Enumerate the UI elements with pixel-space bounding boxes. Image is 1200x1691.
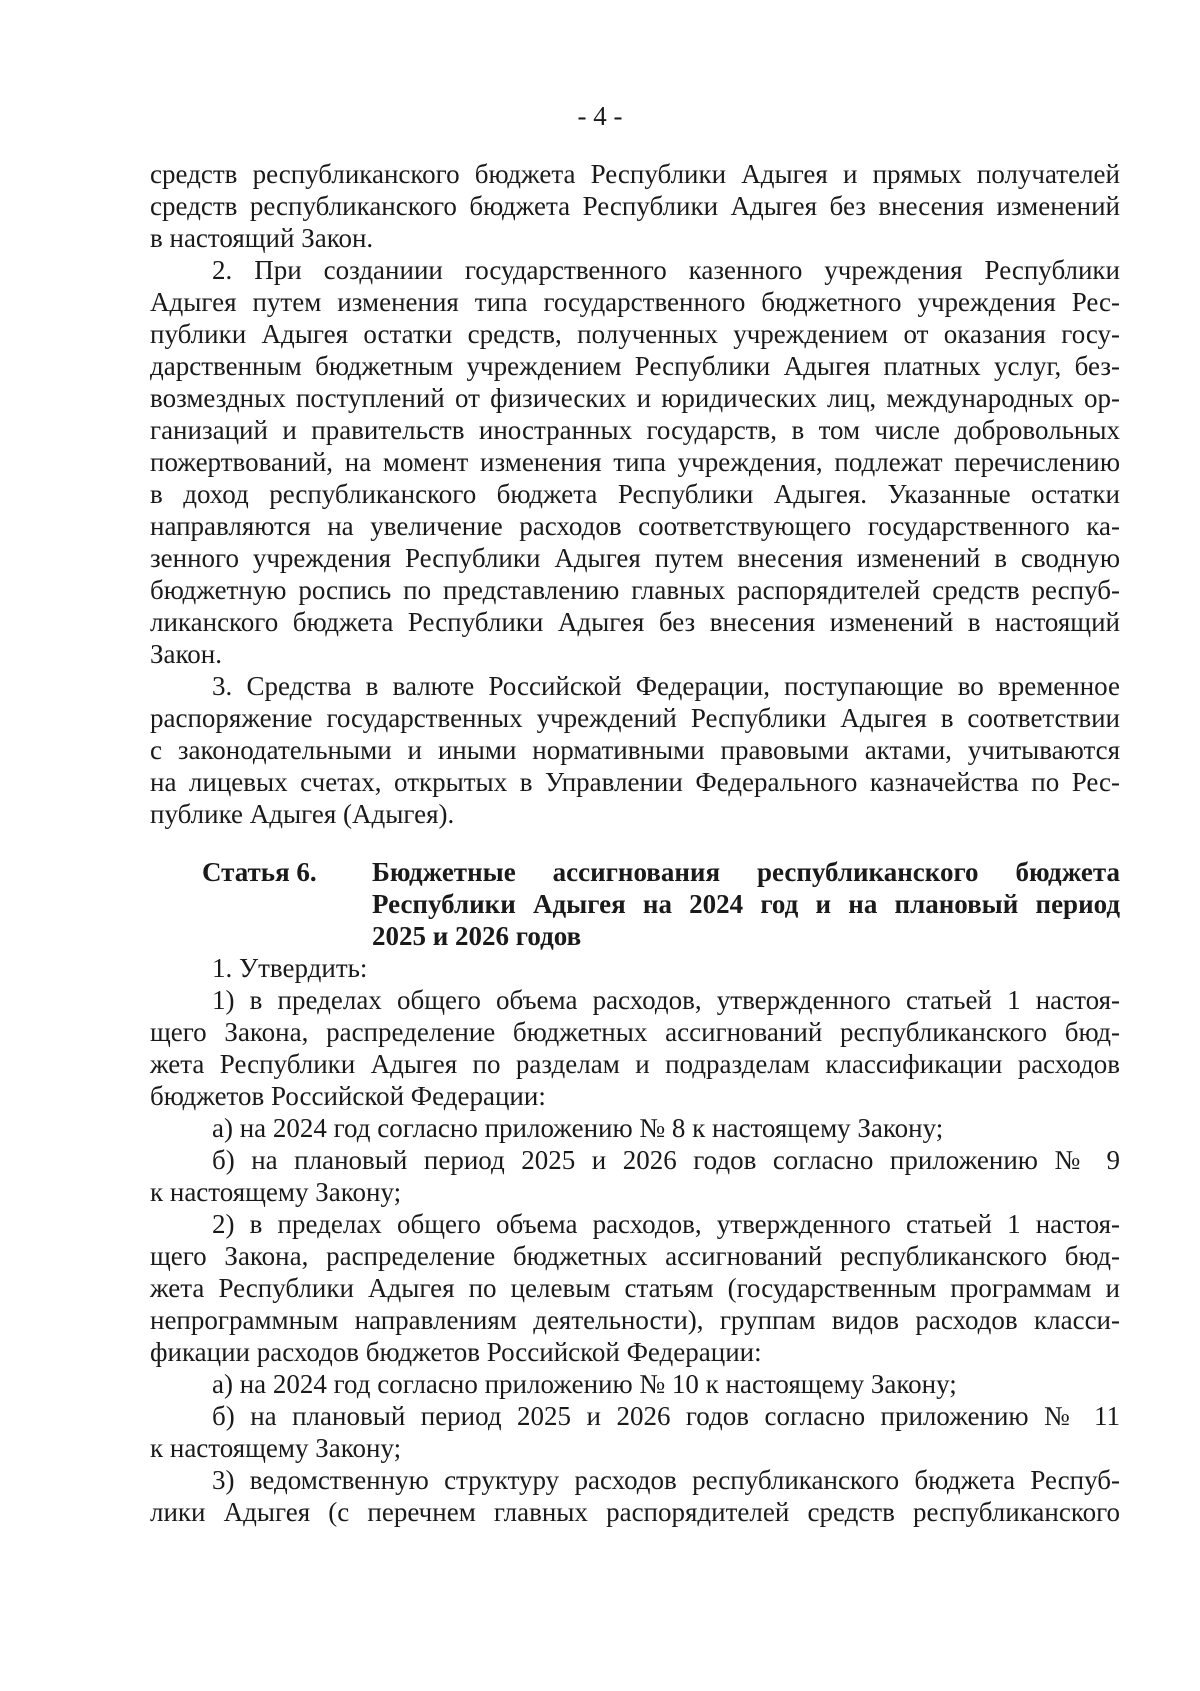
text-line: ганизаций и правительств иностранных государств, в том числе добровольных — [150, 415, 1120, 445]
article-label: Статья 6. — [202, 857, 317, 887]
text-line: непрограммным направлениям деятельности), группам видов расходов класси- — [150, 1305, 1120, 1335]
subitem-2 — [150, 1208, 1120, 1368]
text-line: Адыгея путем изменения типа государственного бюджетного учреждения Рес- — [150, 287, 1120, 317]
subitem-1 — [150, 984, 1120, 1112]
subitem-1b — [150, 1144, 1120, 1208]
subitem-3 — [150, 1464, 1120, 1528]
text-line: бюджетов Российской Федерации: — [150, 1081, 546, 1111]
text-line: направляются на увеличение расходов соответствующего государственного ка- — [150, 511, 1120, 541]
text-line: публики Адыгея остатки средств, полученных учреждением от оказания госу- — [150, 319, 1120, 349]
text-line: зенного учреждения Республики Адыгея путем внесения изменений в сводную — [150, 543, 1120, 573]
text-line: к настоящему Закону; — [150, 1177, 402, 1207]
text-line: ликанского бюджета Республики Адыгея без внесения изменений в настоящий — [150, 607, 1120, 637]
text-line: лики Адыгея (с перечнем главных распорядителей средств республиканского — [150, 1497, 1120, 1527]
subitem-1a: а) на 2024 год согласно приложению № 8 к настоящему Закону; — [212, 1113, 944, 1143]
text-line: щего Закона, распределение бюджетных ассигнований республиканского бюд- — [150, 1241, 1120, 1271]
text-line: к настоящему Закону; — [150, 1433, 402, 1463]
text-line: 2. При созданиии государственного казенного учреждения Республики — [212, 255, 1120, 285]
paragraph-item-3 — [150, 670, 1120, 830]
text-line: возмездных поступлений от физических и юридических лиц, международных ор- — [150, 383, 1120, 413]
text-line: 2) в пределах общего объема расходов, утвержденного статьей 1 настоя- — [212, 1209, 1120, 1239]
text-line: с законодательными и иными нормативными правовыми актами, учитываются — [150, 735, 1120, 765]
text-line: распоряжение государственных учреждений Республики Адыгея в соответствии — [150, 703, 1120, 733]
page-number: - 4 - — [577, 101, 623, 131]
text-line: публике Адыгея (Адыгея). — [150, 799, 455, 829]
spacer — [150, 830, 1120, 856]
text-line: 3) ведомственную структуру расходов республиканского бюджета Респуб- — [212, 1465, 1120, 1495]
text-line: в настоящий Закон. — [150, 223, 374, 253]
text-line: бюджетную роспись по представлению главных распорядителей средств респуб- — [150, 575, 1120, 605]
text-line: 1) в пределах общего объема расходов, утвержденного статьей 1 настоя- — [212, 985, 1120, 1015]
text-line: средств республиканского бюджета Республики Адыгея и прямых получателей — [150, 159, 1120, 189]
article-title — [372, 856, 1120, 952]
text-line: фикации расходов бюджетов Российской Федерации: — [150, 1337, 762, 1367]
text-line: щего Закона, распределение бюджетных ассигнований республиканского бюд- — [150, 1017, 1120, 1047]
article-title-line: 2025 и 2026 годов — [372, 921, 582, 951]
text-line: 3. Средства в валюте Российской Федерации, поступающие во временное — [212, 671, 1120, 701]
text-line: Закон. — [150, 639, 222, 669]
text-line: средств республиканского бюджета Республики Адыгея без внесения изменений — [150, 191, 1120, 221]
article-title-line: Бюджетные ассигнования республиканского бюджета — [372, 857, 1120, 887]
text-line: жета Республики Адыгея по целевым статьям (государственным программам и — [150, 1273, 1120, 1303]
text-line: в доход республиканского бюджета Республики Адыгея. Указанные остатки — [150, 479, 1120, 509]
paragraph-item-2 — [150, 254, 1120, 670]
article-title-line: Республики Адыгея на 2024 год и на плановый период — [372, 889, 1120, 919]
text-line: жета Республики Адыгея по разделам и подразделам классификации расходов — [150, 1049, 1120, 1079]
subitem-2b — [150, 1400, 1120, 1464]
text-line: на лицевых счетах, открытых в Управлении Федерального казначейства по Рес- — [150, 767, 1120, 797]
text-line: б) на плановый период 2025 и 2026 годов согласно приложению № 11 — [212, 1401, 1120, 1431]
subitem-2a: а) на 2024 год согласно приложению № 10 к настоящему Закону; — [212, 1369, 957, 1399]
article-heading — [202, 856, 1120, 952]
document-body — [150, 158, 1120, 1528]
paragraph-continuation — [150, 158, 1120, 254]
text-line: пожертвований, на момент изменения типа учреждения, подлежат перечислению — [150, 447, 1120, 477]
item-approve: 1. Утвердить: — [212, 953, 368, 983]
text-line: б) на плановый период 2025 и 2026 годов согласно приложению № 9 — [212, 1145, 1120, 1175]
text-line: дарственным бюджетным учреждением Республики Адыгея платных услуг, без- — [150, 351, 1120, 381]
